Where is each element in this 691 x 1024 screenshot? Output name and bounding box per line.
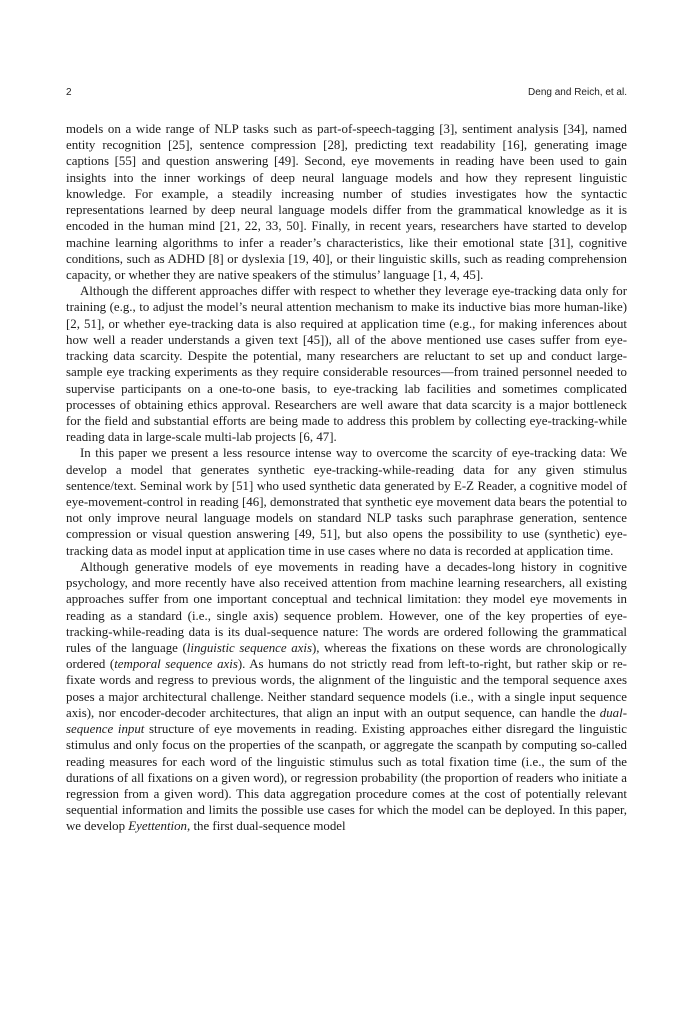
running-header xyxy=(66,86,627,100)
paragraph-text: In this paper we present a less resource intense way to overcome the scarcity of eye-tracking data: We develop a model that generates synthetic eye-tracking-while-reading data for any given stimulus sentence/text. Seminal work by [51] who used synthetic data generated by E-Z Reader, a cognitive model of eye-movement-control in reading [46], demonstrated that synthetic eye movement data bears the potential to not only improve neural language models on standard NLP tasks such paraphrase generation, sentence compression or visual question answering [49, 51], but also opens the possibility to use (synthetic) eye-tracking data as model input at application time in use cases where no data is recorded at application time. xyxy=(66,446,627,558)
paragraph-text: structure of eye movements in reading. Existing approaches either disregard the linguistic stimulus and only focus on the properties of the scanpath, or aggregate the scanpath by computing so-called reading measures for each word of the linguistic stimulus such as total fixation time (i.e., the sum of the durations of all fixations on a given word), or regression probability (the proportion of readers who initiate a regression from a given word). This data aggregation procedure comes at the cost of potentially relevant sequential information and limits the possible use cases for which the model can be deployed. In this paper, we develop xyxy=(66,722,627,834)
paragraph-text: , the first dual-sequence model xyxy=(187,819,346,834)
italic-term-linguistic-sequence-axis: linguistic sequence axis xyxy=(186,641,312,655)
italic-term-eyettention: Eyettention xyxy=(128,819,187,834)
body-text xyxy=(66,121,627,835)
paragraph-text: ), whereas the fixations on these words are chronologically ordered ( xyxy=(66,641,627,672)
page-number: 2 xyxy=(66,87,72,98)
paragraph-text: Although the different approaches differ with respect to whether they leverage eye-tracking data only for training (e.g., to adjust the model’s neural attention mechanism to make its inductive bias more human-like) [2, 51], or whether eye-tracking data is also required at application time (e.g., for making inferences about how well a reader understands a given text [45]), all of the above mentioned use cases suffer from eye-tracking data scarcity. Despite the potential, many researchers are reluctant to set up and conduct large-sample eye tracking experiments as they require considerable resources—from trained personnel needed to supervise participants on a one-to-one basis, to eye-tracking lab facilities and sometimes complicated processes of obtaining ethics approval. Researchers are well aware that data scarcity is a major bottleneck for the field and substantial efforts are being made to address this problem by collecting eye-tracking-while reading data in large-scale multi-lab projects [6, 47]. xyxy=(66,284,627,445)
italic-term-temporal-sequence-axis: temporal sequence axis xyxy=(114,657,238,672)
running-authors: Deng and Reich, et al. xyxy=(528,87,627,98)
paragraph-1 xyxy=(66,121,627,283)
paragraph-text: models on a wide range of NLP tasks such as part-of-speech-tagging [3], sentiment analysis [34], named entity recognition [25], sentence compression [28], predicting text readability [16], generating image captions [55] and question answering [49]. Second, eye movements in reading have been used to gain insights into the inner workings of deep neural language models and how they represent linguistic knowledge. For example, a steadily increasing number of studies investigates how the syntactic representations learned by deep neural language models differ from the grammatical knowledge as it is encoded in the human mind [21, 22, 33, 50]. Finally, in recent years, researchers have started to develop machine learning algorithms to infer a reader’s characteristics, like their emotional state [31], cognitive conditions, such as ADHD [8] or dyslexia [19, 40], or their linguistic skills, such as reading comprehension capacity, or whether they are native speakers of the stimulus’ language [1, 4, 45]. xyxy=(66,122,627,282)
paragraph-3 xyxy=(66,445,627,559)
paragraph-4 xyxy=(66,559,627,835)
paragraph-2 xyxy=(66,283,627,445)
italic-term-dual-sequence-input: dual-sequence input xyxy=(66,705,627,737)
paragraph-text: ). As humans do not strictly read from left-to-right, but rather skip or re-fixate words and regress to previous words, the alignment of the linguistic and the temporal sequence axes poses a major architectural challenge. Neither standard sequence models (i.e., with a single input sequence axis), nor encoder-decoder architectures, that align an input with an output sequence, can handle the xyxy=(66,657,627,720)
paragraph-text: Although generative models of eye movements in reading have a decades-long history in cognitive psychology, and more recently have also received attention from machine learning researchers, all existing approaches suffer from one important conceptual and technical limitation: they model eye movements in reading as a standard (i.e., single axis) sequence problem. However, one of the key properties of eye-tracking-while-reading data is its dual-sequence nature: The words are ordered following the grammatical rules of the language ( xyxy=(66,559,627,655)
